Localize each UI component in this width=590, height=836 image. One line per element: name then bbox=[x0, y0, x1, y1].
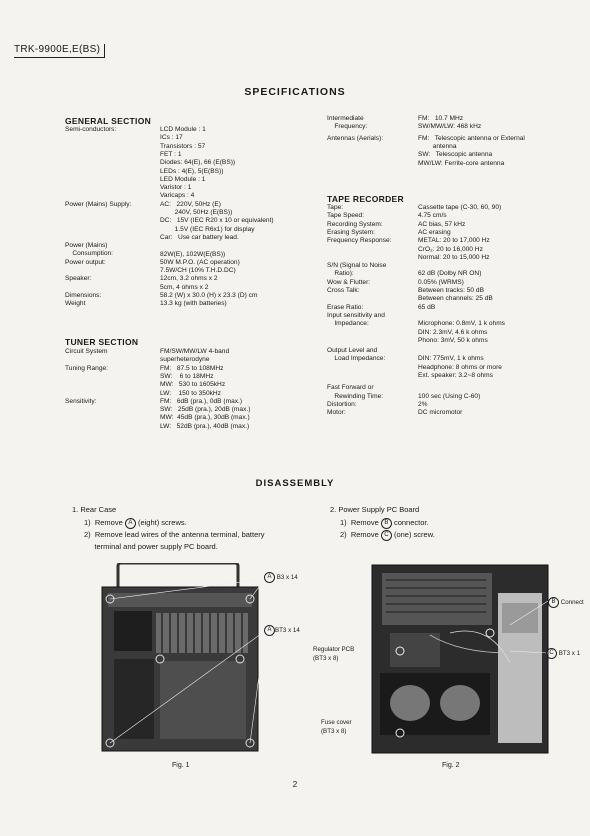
spec-label: Wow & Flutter: bbox=[327, 278, 371, 286]
spec-label: Power (Mains) Supply: bbox=[65, 200, 132, 208]
spec-value: AC: 220V, 50Hz (E) bbox=[160, 200, 221, 208]
spec-value: CrO₂: 20 to 16,000 Hz bbox=[418, 245, 483, 253]
spec-value: Transistors : 57 bbox=[160, 142, 206, 150]
step1-line2: 2) Remove lead wires of the antenna terminal, battery bbox=[84, 530, 265, 539]
spec-value: 50W M.P.O. (AC operation) bbox=[160, 258, 240, 266]
spec-value: LW: 150 to 350kHz bbox=[160, 389, 221, 397]
fig1-callout-bt3x14: A BT3 x 14 bbox=[264, 625, 300, 636]
spec-value: LED Module : 1 bbox=[160, 175, 206, 183]
spec-value: 100 sec (Using C-60) bbox=[418, 392, 481, 400]
spec-value: AC bias, 57 kHz bbox=[418, 220, 466, 228]
spec-label: Semi-conductors: bbox=[65, 126, 117, 133]
spec-value: 82W(E), 102W(E(BS)) bbox=[160, 250, 226, 258]
spec-value: FM: 87.5 to 108MHz bbox=[160, 364, 224, 372]
spec-value: 5cm, 4 ohms x 2 bbox=[160, 283, 209, 291]
spec-label: Weight bbox=[65, 300, 86, 308]
fig2-callout-screw: C BT3 x 1 bbox=[546, 648, 580, 659]
spec-value: Between channels: 25 dB bbox=[418, 295, 493, 303]
spec-label: Cross Talk: bbox=[327, 287, 360, 294]
spec-value: FM/SW/MW/LW 4-band bbox=[160, 348, 230, 355]
spec-value: MW: 530 to 1605kHz bbox=[160, 381, 226, 389]
spec-value: Varicaps : 4 bbox=[160, 192, 195, 200]
spec-value: MW/LW: Ferrite-core antenna bbox=[418, 159, 505, 167]
step1-line1: 1) Remove A (eight) screws. bbox=[84, 518, 187, 527]
spec-label: Speaker: bbox=[65, 275, 92, 283]
spec-value: 4.75 cm/s bbox=[418, 212, 447, 220]
spec-value: Diodes: 64(E), 66 (E(BS)) bbox=[160, 159, 236, 167]
spec-value: DIN: 775mV, 1 k ohms bbox=[418, 355, 484, 363]
spec-value: Ext. speaker: 3.2~8 ohms bbox=[418, 372, 493, 379]
spec-label: Tape: bbox=[327, 204, 344, 211]
rear-case-illustration bbox=[100, 563, 260, 753]
spec-value: LCD Module : 1 bbox=[160, 126, 206, 133]
spec-value: 2% bbox=[418, 400, 428, 408]
fig2-regulator-label: Regulator PCB (BT3 x 8) bbox=[313, 646, 355, 662]
spec-value: ICs : 17 bbox=[160, 134, 183, 142]
spec-value: Microphone: 0.8mV, 1 k ohms bbox=[418, 320, 505, 328]
page-number: 2 bbox=[292, 780, 298, 789]
fig2-caption: Fig. 2 bbox=[442, 762, 460, 769]
marker-b: B bbox=[381, 518, 392, 529]
spec-value: DC micromotor bbox=[418, 409, 463, 417]
specifications-title: SPECIFICATIONS bbox=[244, 86, 346, 98]
spec-label: Tape Speed: bbox=[327, 212, 365, 220]
marker-a: A bbox=[125, 518, 136, 529]
spec-value: FM: Telescopic antenna or External bbox=[418, 134, 525, 142]
spec-label: Erasing System: bbox=[327, 228, 376, 236]
spec-label: Circuit System bbox=[65, 348, 108, 355]
spec-value: 7.5W/CH (10% T.H.D.DC) bbox=[160, 267, 236, 275]
spec-value: superheterodyne bbox=[160, 356, 210, 364]
spec-label: Recording System: bbox=[327, 220, 383, 228]
spec-label: Motor: bbox=[327, 409, 346, 417]
spec-label: Antennas (Aerials): bbox=[327, 134, 384, 142]
spec-value: FM: 6dB (pra.), 0dB (max.) bbox=[160, 397, 243, 405]
spec-value: Headphone: 8 ohms or more bbox=[418, 363, 502, 371]
spec-value: Car: Use car battery lead. bbox=[160, 233, 239, 241]
spec-label: Erase Ratio: bbox=[327, 303, 364, 311]
spec-label: Distortion: bbox=[327, 400, 357, 408]
spec-value: 0.05% (WRMS) bbox=[418, 278, 464, 286]
spec-value: LEDs : 4(E), 5(E(BS)) bbox=[160, 167, 224, 175]
spec-value: 62 dB (Dolby NR ON) bbox=[418, 270, 482, 278]
spec-label: Tuning Range: bbox=[65, 364, 109, 372]
spec-label: Sensitivity: bbox=[65, 397, 97, 405]
spec-value: DIN: 2.3mV, 4.6 k ohms bbox=[418, 328, 488, 336]
step1-line3: terminal and power supply PC board. bbox=[84, 542, 218, 551]
spec-value: Cassette tape (C-30, 60, 90) bbox=[418, 204, 502, 211]
fig2-fuse-label: Fuse cover (BT3 x 8) bbox=[321, 719, 352, 735]
spec-value: Phono: 3mV, 50 k ohms bbox=[418, 336, 488, 344]
spec-label: Output Level and Load Impedance: bbox=[327, 347, 386, 363]
power-pcb-illustration bbox=[370, 563, 550, 755]
step1-heading: 1. Rear Case bbox=[72, 505, 117, 514]
spec-value: 58.2 (W) x 30.0 (H) x 23.3 (D) cm bbox=[160, 292, 258, 299]
fig1-photo bbox=[100, 563, 260, 753]
model-number: TRK-9900E,E(BS) bbox=[14, 44, 105, 58]
spec-value: 240V, 50Hz (E(BS)) bbox=[160, 209, 233, 216]
spec-value: MW: 45dB (pra.), 30dB (max.) bbox=[160, 414, 250, 422]
step2-line1: 1) Remove B connector. bbox=[340, 518, 429, 527]
spec-value: Normal: 20 to 15,000 Hz bbox=[418, 253, 490, 261]
spec-value: AC erasing bbox=[418, 228, 451, 236]
spec-label: Frequency Response: bbox=[327, 237, 392, 245]
step2-line2: 2) Remove C (one) screw. bbox=[340, 530, 435, 539]
spec-label: Power (Mains) Consumption: bbox=[65, 242, 114, 258]
tape-recorder-heading: TAPE RECORDER bbox=[327, 194, 404, 204]
spec-value: FM: 10.7 MHz bbox=[418, 115, 464, 122]
spec-value: 1.5V (IEC R6x1) for display bbox=[160, 225, 255, 233]
marker-c: C bbox=[381, 530, 392, 541]
spec-value: DC: 15V (IEC R20 x 10 or equivalent) bbox=[160, 217, 274, 225]
spec-value: METAL: 20 to 17,000 Hz bbox=[418, 237, 490, 245]
step2-heading: 2. Power Supply PC Board bbox=[330, 505, 420, 514]
spec-value: 13.3 kg (with batteries) bbox=[160, 300, 227, 308]
tuner-section-heading: TUNER SECTION bbox=[65, 337, 139, 347]
spec-value: LW: 52dB (pra.), 40dB (max.) bbox=[160, 422, 250, 430]
spec-label: Fast Forward or Rewinding Time: bbox=[327, 384, 384, 400]
spec-value: SW: 25dB (pra.), 20dB (max.) bbox=[160, 406, 251, 414]
spec-value: antenna bbox=[418, 142, 457, 150]
spec-value: 12cm, 3.2 ohms x 2 bbox=[160, 275, 218, 283]
fig2-photo bbox=[370, 563, 550, 755]
spec-value: Between tracks: 50 dB bbox=[418, 287, 484, 294]
fig2-callout-connector: B Connect bbox=[548, 597, 584, 608]
spec-value: Varistor : 1 bbox=[160, 184, 192, 192]
general-section-heading: GENERAL SECTION bbox=[65, 116, 152, 126]
spec-label: Input sensitivity and Impedance: bbox=[327, 311, 385, 328]
spec-label: Dimensions: bbox=[65, 292, 102, 299]
spec-value: SW: Telescopic antenna bbox=[418, 151, 493, 159]
spec-value: SW/MW/LW: 468 kHz bbox=[418, 123, 482, 131]
disassembly-title: DISASSEMBLY bbox=[255, 478, 335, 489]
spec-label: S/N (Signal to Noise Ratio): bbox=[327, 262, 387, 278]
spec-label: Intermediate Frequency: bbox=[327, 115, 368, 131]
spec-label: Power output: bbox=[65, 258, 106, 266]
spec-value: FET : 1 bbox=[160, 150, 182, 158]
fig1-caption: Fig. 1 bbox=[172, 762, 190, 769]
spec-value: 65 dB bbox=[418, 303, 436, 311]
spec-value: SW: 6 to 18MHz bbox=[160, 372, 214, 380]
fig1-callout-b3x14: A B3 x 14 bbox=[264, 572, 298, 583]
